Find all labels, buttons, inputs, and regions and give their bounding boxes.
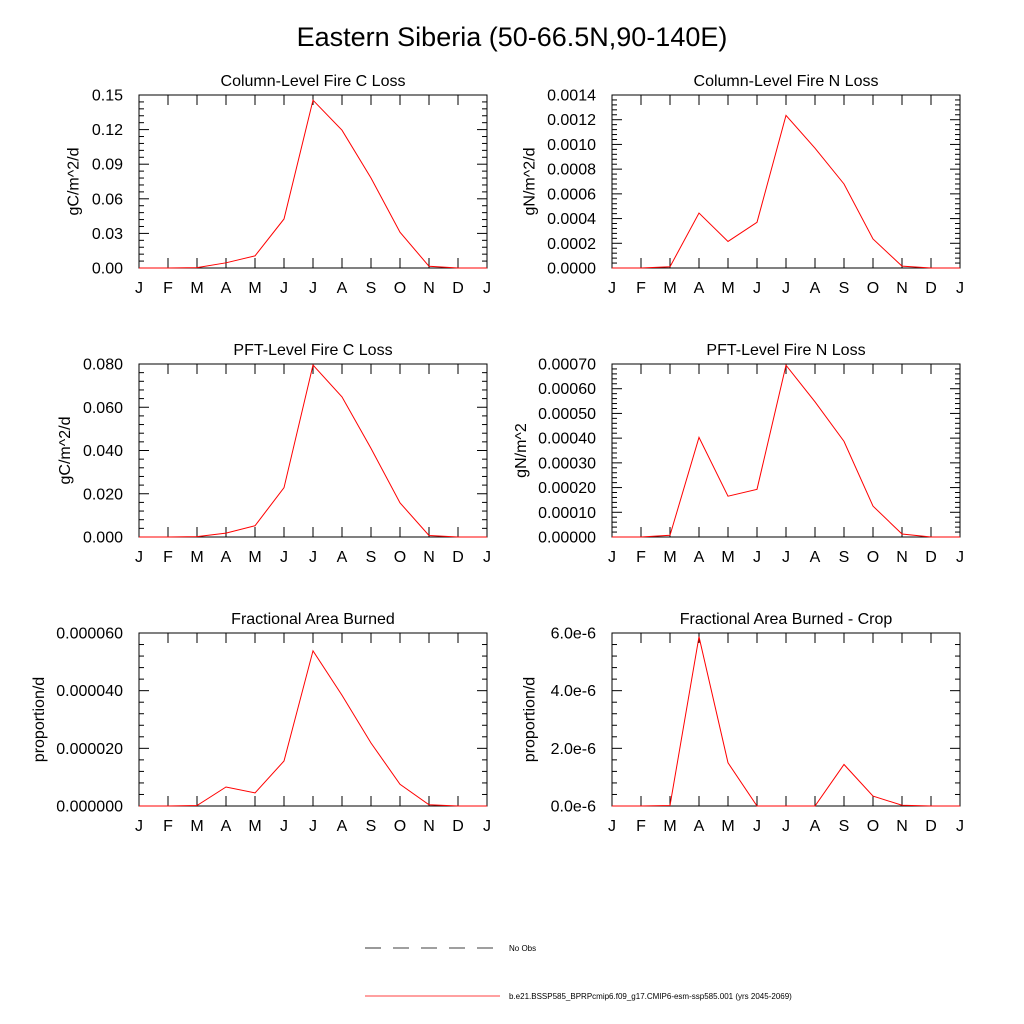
x-tick-label: A bbox=[220, 549, 232, 566]
x-tick-label: D bbox=[925, 549, 937, 566]
x-tick-label: M bbox=[663, 818, 677, 835]
y-tick-label: 0.080 bbox=[82, 356, 123, 374]
chart-panel bbox=[66, 73, 491, 297]
chart-title: Fractional Area Burned bbox=[231, 611, 395, 628]
x-tick-label: A bbox=[336, 549, 348, 566]
x-tick-label: O bbox=[393, 818, 407, 835]
y-tick-label: 6.0e-6 bbox=[550, 625, 596, 643]
series-line bbox=[612, 365, 960, 537]
x-tick-label: A bbox=[693, 280, 705, 297]
y-tick-label: 0.000000 bbox=[56, 798, 123, 816]
x-tick-label: F bbox=[163, 280, 173, 297]
page-title: Eastern Siberia (50-66.5N,90-140E) bbox=[296, 22, 728, 52]
x-tick-label: J bbox=[956, 818, 964, 835]
chart-title: Fractional Area Burned - Crop bbox=[679, 611, 893, 628]
x-tick-label: N bbox=[423, 280, 435, 297]
x-tick-label: D bbox=[925, 818, 937, 835]
x-tick-label: J bbox=[309, 280, 317, 297]
x-tick-label: J bbox=[135, 280, 143, 297]
x-tick-label: M bbox=[190, 549, 204, 566]
y-tick-label: 0.060 bbox=[82, 399, 123, 417]
x-tick-label: M bbox=[190, 818, 204, 835]
x-tick-label: J bbox=[135, 549, 143, 566]
y-tick-label: 0.0004 bbox=[547, 211, 596, 229]
x-tick-label: J bbox=[483, 280, 491, 297]
y-tick-label: 0.06 bbox=[91, 191, 123, 209]
x-tick-label: F bbox=[636, 280, 646, 297]
y-tick-label: 0.000060 bbox=[56, 625, 123, 643]
x-tick-label: J bbox=[280, 280, 288, 297]
x-tick-label: D bbox=[452, 280, 464, 297]
x-tick-label: N bbox=[896, 549, 908, 566]
plot-frame bbox=[612, 95, 960, 268]
x-tick-label: A bbox=[693, 549, 705, 566]
x-tick-label: J bbox=[753, 818, 761, 835]
x-tick-label: M bbox=[663, 280, 677, 297]
y-tick-label: 0.00010 bbox=[538, 504, 596, 522]
x-tick-label: D bbox=[925, 280, 937, 297]
x-tick-label: A bbox=[220, 280, 232, 297]
x-tick-label: J bbox=[753, 280, 761, 297]
y-tick-label: 0.0000 bbox=[547, 260, 596, 278]
x-tick-label: J bbox=[956, 549, 964, 566]
y-tick-label: 0.00030 bbox=[538, 455, 596, 473]
x-tick-label: J bbox=[280, 818, 288, 835]
series-line bbox=[139, 365, 487, 537]
y-tick-label: 0.0008 bbox=[547, 161, 596, 179]
y-axis-label: proportion/d bbox=[31, 676, 49, 763]
y-tick-label: 0.09 bbox=[91, 156, 123, 174]
chart-panel bbox=[31, 611, 491, 835]
y-tick-label: 0.00070 bbox=[538, 356, 596, 374]
x-tick-label: M bbox=[721, 280, 735, 297]
x-tick-label: J bbox=[309, 549, 317, 566]
x-tick-label: J bbox=[608, 280, 616, 297]
legend bbox=[365, 944, 792, 1001]
y-axis-label: gN/m^2 bbox=[512, 423, 530, 478]
x-tick-label: A bbox=[336, 280, 348, 297]
series-line bbox=[612, 637, 960, 806]
y-axis-label: gC/m^2/d bbox=[65, 147, 83, 216]
y-tick-label: 0.00 bbox=[91, 260, 123, 278]
x-tick-label: A bbox=[809, 549, 821, 566]
plot-frame bbox=[612, 364, 960, 537]
x-tick-label: N bbox=[423, 549, 435, 566]
x-tick-label: J bbox=[483, 818, 491, 835]
y-axis-label: gN/m^2/d bbox=[521, 147, 539, 216]
x-tick-label: S bbox=[838, 818, 850, 835]
x-tick-label: O bbox=[866, 549, 880, 566]
series-line bbox=[139, 651, 487, 806]
x-tick-label: S bbox=[365, 818, 377, 835]
x-tick-label: A bbox=[336, 818, 348, 835]
y-tick-label: 0.000 bbox=[82, 529, 123, 547]
x-tick-label: F bbox=[163, 549, 173, 566]
y-tick-label: 0.0e-6 bbox=[550, 798, 596, 816]
y-tick-label: 0.12 bbox=[91, 122, 123, 140]
x-tick-label: M bbox=[190, 280, 204, 297]
plot-frame bbox=[139, 633, 487, 806]
chart-panel bbox=[513, 342, 964, 566]
y-tick-label: 0.0006 bbox=[547, 186, 596, 204]
x-tick-label: J bbox=[608, 818, 616, 835]
x-tick-label: D bbox=[452, 549, 464, 566]
y-tick-label: 0.00020 bbox=[538, 480, 596, 498]
chart-panel bbox=[521, 73, 964, 297]
x-tick-label: M bbox=[721, 549, 735, 566]
y-tick-label: 0.000020 bbox=[56, 740, 123, 758]
y-tick-label: 0.00050 bbox=[538, 405, 596, 423]
y-tick-label: 0.00060 bbox=[538, 381, 596, 399]
x-tick-label: A bbox=[809, 818, 821, 835]
x-tick-label: A bbox=[693, 818, 705, 835]
x-tick-label: M bbox=[248, 549, 262, 566]
x-tick-label: M bbox=[721, 818, 735, 835]
plot-frame bbox=[612, 633, 960, 806]
y-tick-label: 0.000040 bbox=[56, 683, 123, 701]
y-tick-label: 0.03 bbox=[91, 225, 123, 243]
y-tick-label: 0.00000 bbox=[538, 529, 596, 547]
chart-title: PFT-Level Fire N Loss bbox=[706, 342, 866, 359]
y-tick-label: 0.020 bbox=[82, 486, 123, 504]
y-tick-label: 0.00040 bbox=[538, 430, 596, 448]
chart-title: PFT-Level Fire C Loss bbox=[233, 342, 393, 359]
x-tick-label: F bbox=[163, 818, 173, 835]
x-tick-label: S bbox=[365, 549, 377, 566]
x-tick-label: M bbox=[248, 280, 262, 297]
x-tick-label: J bbox=[280, 549, 288, 566]
y-tick-label: 0.040 bbox=[82, 443, 123, 460]
x-tick-label: N bbox=[896, 818, 908, 835]
plot-frame bbox=[139, 364, 487, 537]
y-axis-label: proportion/d bbox=[521, 676, 539, 763]
y-tick-label: 2.0e-6 bbox=[550, 740, 596, 758]
x-tick-label: O bbox=[866, 280, 880, 297]
y-axis-label: gC/m^2/d bbox=[57, 416, 74, 485]
x-tick-label: F bbox=[636, 818, 646, 835]
y-tick-label: 4.0e-6 bbox=[550, 683, 596, 701]
x-tick-label: J bbox=[782, 549, 790, 566]
x-tick-label: J bbox=[135, 818, 143, 835]
chart-title: Column-Level Fire C Loss bbox=[220, 73, 406, 90]
legend-label-model: b.e21.BSSP585_BPRPcmip6.f09_g17.CMIP6-esm-ssp585.001 (yrs 2045-2069) bbox=[509, 992, 792, 1001]
y-tick-label: 0.15 bbox=[91, 87, 123, 105]
chart-panel bbox=[521, 611, 964, 835]
chart-title: Column-Level Fire N Loss bbox=[693, 73, 879, 90]
x-tick-label: S bbox=[838, 549, 850, 566]
y-tick-label: 0.0012 bbox=[547, 112, 596, 130]
x-tick-label: S bbox=[365, 280, 377, 297]
x-tick-label: O bbox=[393, 549, 407, 566]
x-tick-label: O bbox=[866, 818, 880, 835]
x-tick-label: J bbox=[782, 280, 790, 297]
series-line bbox=[139, 100, 487, 268]
x-tick-label: A bbox=[220, 818, 232, 835]
x-tick-label: J bbox=[309, 818, 317, 835]
y-tick-label: 0.0002 bbox=[547, 235, 596, 253]
x-tick-label: M bbox=[663, 549, 677, 566]
x-tick-label: S bbox=[838, 280, 850, 297]
x-tick-label: A bbox=[809, 280, 821, 297]
series-line bbox=[612, 115, 960, 268]
plot-frame bbox=[139, 95, 487, 268]
x-tick-label: N bbox=[896, 280, 908, 297]
x-tick-label: O bbox=[393, 280, 407, 297]
x-tick-label: J bbox=[782, 818, 790, 835]
x-tick-label: M bbox=[248, 818, 262, 835]
x-tick-label: F bbox=[636, 549, 646, 566]
x-tick-label: J bbox=[753, 549, 761, 566]
chart-panel bbox=[57, 342, 491, 566]
y-tick-label: 0.0014 bbox=[547, 87, 596, 105]
y-tick-label: 0.0010 bbox=[547, 136, 596, 154]
x-tick-label: D bbox=[452, 818, 464, 835]
x-tick-label: N bbox=[423, 818, 435, 835]
x-tick-label: J bbox=[483, 549, 491, 566]
legend-label-no-obs: No Obs bbox=[509, 944, 537, 953]
x-tick-label: J bbox=[956, 280, 964, 297]
x-tick-label: J bbox=[608, 549, 616, 566]
